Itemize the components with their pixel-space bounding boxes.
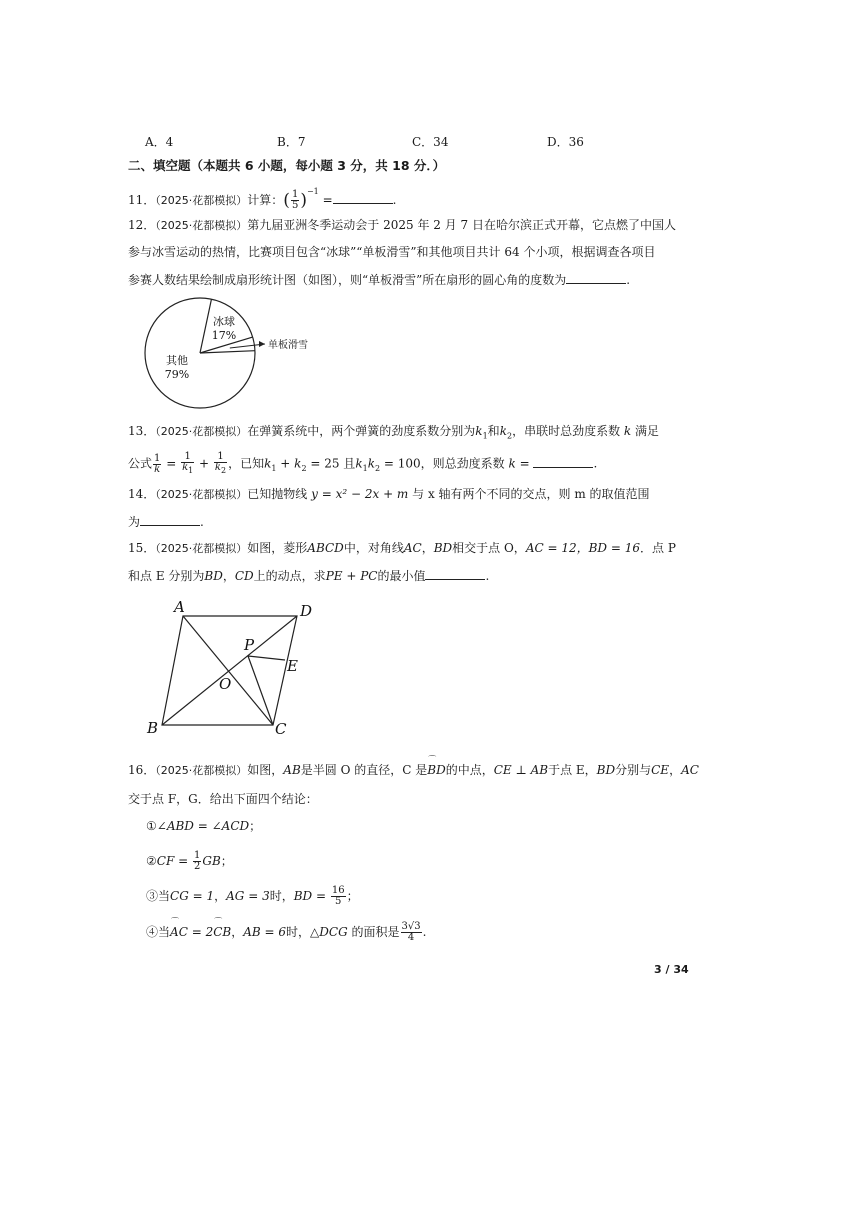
q16-conclusion-3: ③当CG = 1，AG = 3时，BD = $\frac{16}{5}$ ； [146,885,359,907]
q11-fraction: $\frac{1}{5}$ [291,189,299,211]
q11-exponent: −1 [306,187,319,196]
q14-end: . [200,515,204,529]
q15-text-2b: 上的动点，求 [253,569,326,583]
pie-slice-boundary [200,299,211,353]
q15-source: （2025·花都模拟） [155,542,248,555]
q13-and: 和 [487,424,500,438]
segment-pc [248,656,273,725]
pie-label-qita: 其他 [166,354,188,367]
q13-text-1b: ，串联时总劲度系数 [512,424,621,438]
q14-answer-blank[interactable] [140,513,200,526]
q15-condition: AC = 12，BD = 16 [525,541,641,555]
q12-line2: 参与冰雪运动的热情，比赛项目包含“冰球”“单板滑雪”和其他项目共计 64 个小项，根据调查各项目 [128,245,656,259]
q15-line1: 15．（2025·花都模拟）如图，菱形ABCD中，对角线AC，BD相交于点 O，AC = 12，BD = 16．点 P [128,541,676,555]
q14-line2 [128,513,204,530]
choice-c: C．34 [412,135,449,149]
label-c: C [275,720,287,738]
q16-conclusion-2: ②CF = $\frac{1}{2}$ GB； [146,850,233,872]
label-p: P [244,636,255,654]
q16-line1: 16．（2025·花都模拟）如图，AB是半圆 O 的直径，C 是⌒ BD的中点，CE ⊥ AB于点 E，BD分别与CE，AC [128,762,699,779]
q15-text-1b: 中，对角线 [343,541,404,555]
q12-text-1: 第九届亚洲冬季运动会于 2025 年 2 月 7 日在哈尔滨正式开幕，它点燃了中国人 [247,218,676,232]
label-o: O [219,675,232,693]
q14-number: 14． [128,487,156,501]
label-d: D [300,602,313,620]
q14-expression: y = x² − 2x + m [311,487,409,501]
rhombus-figure [140,598,330,743]
q11-equals: = [322,193,333,207]
q12-line1 [128,217,676,234]
q16-source: （2025·花都模拟） [155,764,248,777]
diagonal-ac [183,616,273,725]
choice-b: B．7 [277,135,306,149]
q15-end: . [485,569,490,583]
q13-known: ，已知 [228,456,265,471]
q12-text-3: 参赛人数结果绘制成扇形统计图（如图），则“单板滑雪”所在扇形的圆心角的度数为 [128,273,567,287]
q15-text-1c: 相交于点 O， [452,541,526,555]
page-number: 3 / 34 [654,963,689,976]
section-heading: 二、填空题（本题共 6 小题，每小题 3 分，共 18 分．） [128,158,446,173]
q16-conclusion-4: ④当⌒ AC = 2⌒ CB，AB = 6时，△DCG 的面积是 $\frac{3√3}{4}$ . [146,922,426,943]
q15-number: 15． [128,541,156,555]
q16-text-1b: 是半圆 O 的直径，C 是 [300,763,428,777]
q13-frac-k: $\frac{1}{k}$ [154,452,161,475]
q15-text-2a: 和点 E 分别为 [128,569,205,583]
pie-value-qita: 79% [164,368,190,381]
q13-source: （2025·花都模拟） [155,425,248,438]
q14-text-2: 为 [128,515,141,529]
q15-answer-blank[interactable] [425,567,485,580]
q16-text-1d: 于点 E， [548,763,597,777]
q12-number: 12． [128,218,156,232]
q16-text-1a: 如图， [247,763,284,777]
arc-bd: ⌒ BD [427,762,445,778]
pie-label-bingqiu: 冰球 [213,315,235,328]
q16-number: 16． [128,763,156,777]
q13-line1: 13．（2025·花都模拟）在弹簧系统中，两个弹簧的劲度系数分别为$k_1$和$k_2$，串联时总劲度系数 k 满足 [128,424,660,441]
q15-text-2c: 的最小值 [377,569,426,583]
q11-source: （2025·花都模拟） [155,194,248,207]
q13-sum: = 25 且 [306,456,356,471]
q14-text-1a: 已知抛物线 [247,487,308,501]
q13-answer-blank[interactable] [533,455,593,468]
q15-text-1a: 如图，菱形 [247,541,308,555]
q15-text-1d: ．点 P [640,541,676,555]
q13-text-1c: 满足 [635,424,660,438]
q13-formula-label: 公式 [128,456,153,471]
q16-conclusion-1: ①∠ABD = ∠ACD； [146,819,262,833]
question-11: 11．（2025·花都模拟）计算：( $\frac{1}{5}$ )$^{-1}$ = . [128,187,397,211]
q12-line3 [128,271,630,288]
label-b: B [147,719,159,737]
q13-line2: 公式 $\frac{1}{k}$ = $\frac{1}{k_1}$ + $\frac{1}{k_2}$ ，已知$k_1 + k_2 = 25$ 且$k_1k_2 = 100$，则总劲度系数 k = . [128,451,598,475]
segment-pe [248,656,285,660]
q13-end: . [593,456,598,471]
choice-a: A．4 [145,135,174,149]
q11-end: . [392,193,397,207]
pie-arrow-head [259,341,265,347]
q16-text-1e: 分别与 [615,763,652,777]
q11-answer-blank[interactable] [333,191,393,204]
q10-choices [145,134,645,150]
q13-prod: = 100，则总劲度系数 [380,456,505,471]
q16-line2: 交于点 F，G．给出下面四个结论： [128,792,318,806]
q12-source: （2025·花都模拟） [155,219,248,232]
label-a: A [174,598,185,616]
label-e: E [287,657,298,675]
q16-text-1c: 的中点， [445,763,494,777]
q12-end: . [626,273,631,287]
q14-text-1b: 与 x 轴有两个不同的交点，则 m 的取值范围 [412,487,650,501]
pie-value-bingqiu: 17% [211,329,237,342]
q14-source: （2025·花都模拟） [155,488,248,501]
q15-line2: 和点 E 分别为BD，CD上的动点，求PE + PC的最小值 . [128,569,490,583]
pie-chart [140,295,330,415]
pie-label-danban: 单板滑雪 [268,340,308,351]
q13-number: 13． [128,424,156,438]
q11-number: 11． [128,193,156,207]
choice-d: D．36 [547,135,584,149]
q11-text: 计算： [247,193,284,207]
q14-line1 [128,486,650,503]
q12-answer-blank[interactable] [566,271,626,284]
q13-text-1: 在弹簧系统中，两个弹簧的劲度系数分别为 [247,424,476,438]
